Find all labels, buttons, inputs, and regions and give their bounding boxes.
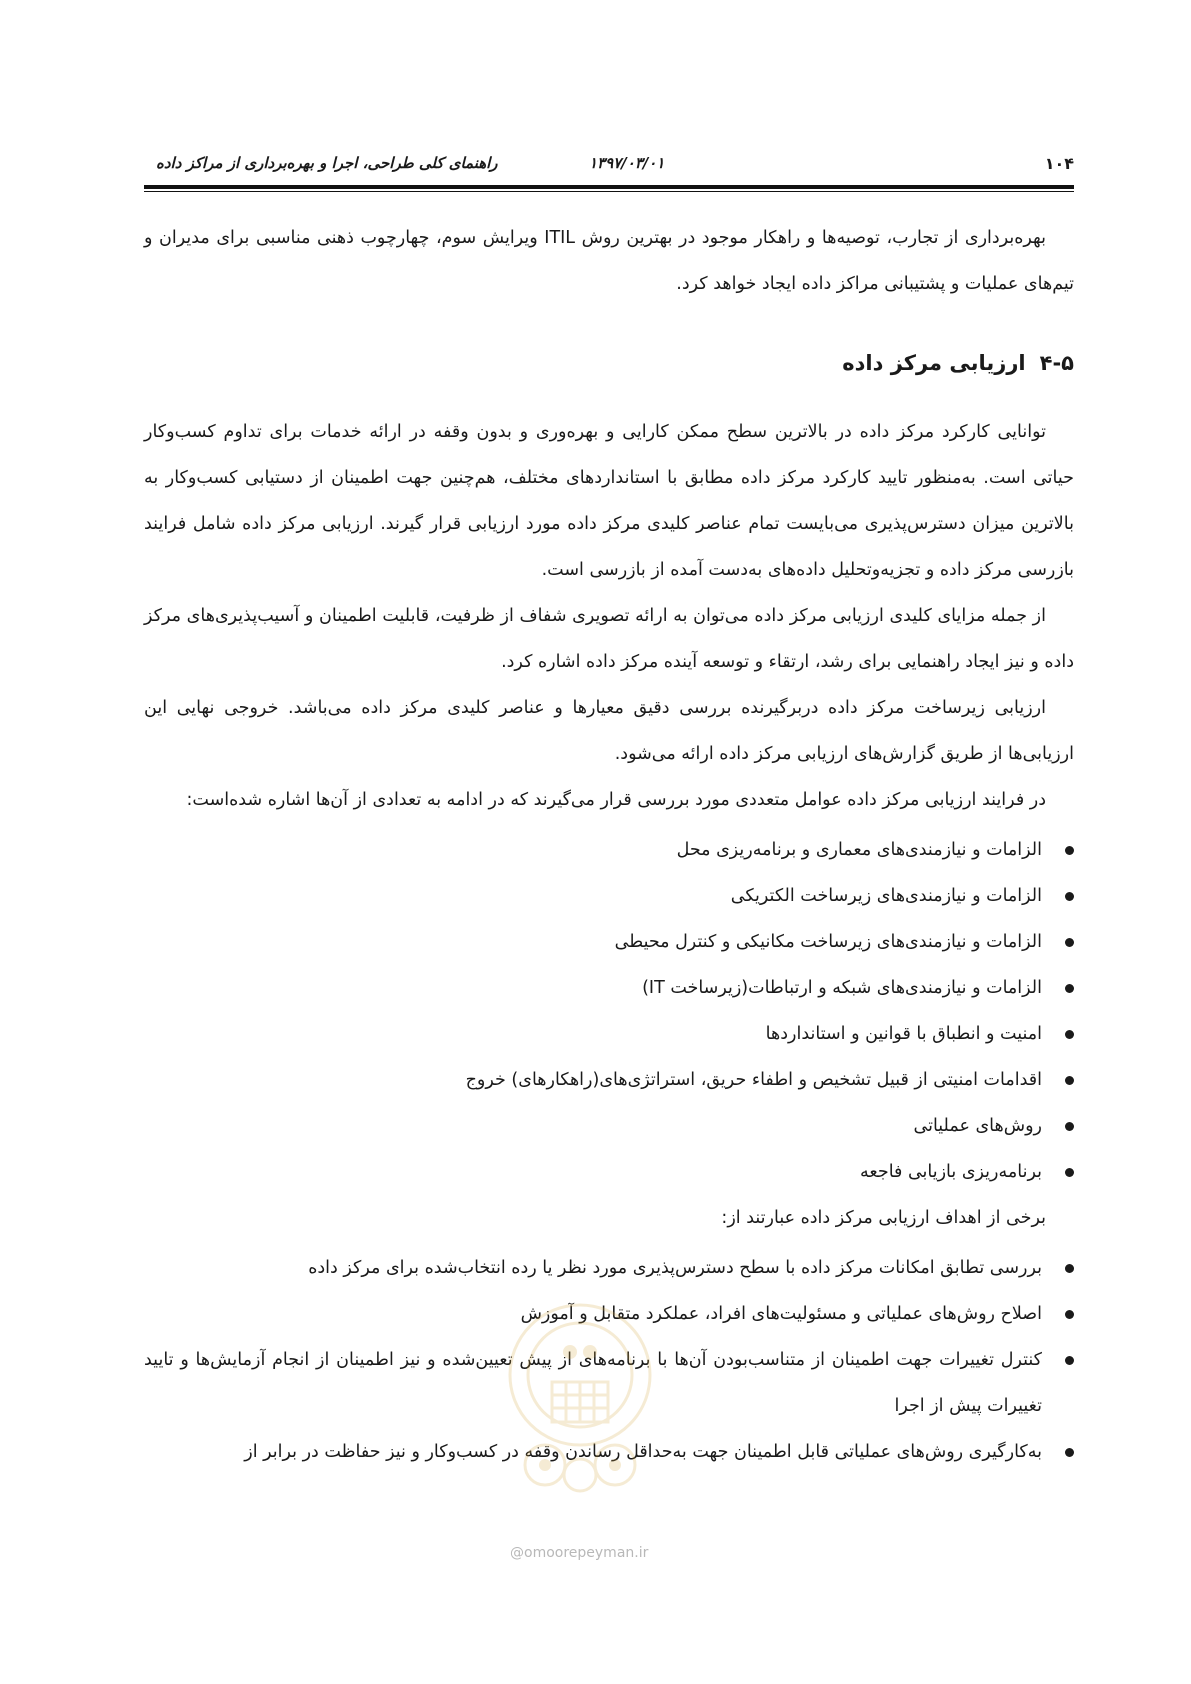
list-item: الزامات و نیازمندی‌های معماری و برنامه‌ریزی محل: [144, 827, 1042, 873]
section-number: ۴-۵: [1039, 351, 1074, 375]
page-header: [144, 150, 1074, 182]
bullet-dot: [1065, 1356, 1074, 1365]
bullet-dot: [1065, 1076, 1074, 1085]
header-rule-thick: [144, 185, 1074, 189]
page-number: ۱۰۴: [1044, 154, 1074, 173]
paragraph-benefits: از جمله مزایای کلیدی ارزیابی مرکز داده می‌توان به ارائه تصویری شفاف از ظرفیت، قابلیت اطمینان و آسیب‌پذیری‌های مرکز داده و نیز ایجاد راهنمایی برای رشد، ارتقاء و توسعه آینده مرکز داده اشاره کرد.: [144, 606, 1074, 672]
bullet-dot: [1065, 1030, 1074, 1039]
header-rule-thin: [144, 191, 1074, 192]
bullet-dot: [1065, 984, 1074, 993]
list-item: روش‌های عملیاتی: [144, 1103, 1042, 1149]
list-item: برنامه‌ریزی بازیابی فاجعه: [144, 1149, 1042, 1195]
bullet-dot: [1065, 1310, 1074, 1319]
bullet-dot: [1065, 938, 1074, 947]
list-item: کنترل تغییرات جهت اطمینان از متناسب‌بودن آن‌ها با برنامه‌های از پیش تعیین‌شده و نیز اطمینان از انجام آزمایش‌ها و تایید تغییرات پیش از اجرا: [144, 1337, 1042, 1429]
list-item: بررسی تطابق امکانات مرکز داده با سطح دسترس‌پذیری مورد نظر یا رده انتخاب‌شده برای مرکز داده: [144, 1245, 1042, 1291]
intro-paragraph: بهره‌برداری از تجارب، توصیه‌ها و راهکار موجود در بهترین روش ITIL ویرایش سوم، چهارچوب ذهنی مناسبی برای مدیران و تیم‌های عملیات و پشتیبانی مراکز داده ایجاد خواهد کرد.: [144, 228, 1074, 294]
section-heading: [144, 343, 1074, 383]
header-date: ۱۳۹۷/۰۳/۰۱: [589, 154, 665, 172]
paragraph-infrastructure: ارزیابی زیرساخت مرکز داده دربرگیرنده بررسی دقیق معیارها و عناصر کلیدی مرکز داده می‌باشد. خروجی نهایی این ارزیابی‌ها از طریق گزارش‌های ارزیابی مرکز داده ارائه می‌شود.: [144, 698, 1074, 764]
header-title: راهنمای کلی طراحی، اجرا و بهره‌برداری از مراکز داده: [156, 154, 498, 172]
list-item: اصلاح روش‌های عملیاتی و مسئولیت‌های افراد، عملکرد متقابل و آموزش: [144, 1291, 1042, 1337]
goals-lead: برخی از اهداف ارزیابی مرکز داده عبارتند از:: [721, 1208, 1046, 1228]
bullet-dot: [1065, 892, 1074, 901]
bullet-dot: [1065, 1264, 1074, 1273]
section-title: ارزیابی مرکز داده: [842, 351, 1026, 375]
factors-list: [144, 827, 1074, 1195]
bullet-dot: [1065, 1122, 1074, 1131]
list-item: الزامات و نیازمندی‌های شبکه و ارتباطات(زیرساخت IT): [144, 965, 1042, 1011]
list-item: الزامات و نیازمندی‌های زیرساخت مکانیکی و کنترل محیطی: [144, 919, 1042, 965]
watermark-site: @omoorepeyman.ir: [510, 1545, 649, 1561]
list-item: امنیت و انطباق با قوانین و استانداردها: [144, 1011, 1042, 1057]
list-item: الزامات و نیازمندی‌های زیرساخت الکتریکی: [144, 873, 1042, 919]
bullet-dot: [1065, 1448, 1074, 1457]
bullet-dot: [1065, 1168, 1074, 1177]
page-content: [144, 215, 1074, 1475]
watermark-logo: [500, 1290, 660, 1500]
list-item: به‌کارگیری روش‌های عملیاتی قابل اطمینان جهت به‌حداقل رساندن وقفه در کسب‌وکار و نیز حفاظت در برابر از: [144, 1429, 1042, 1475]
bullet-dot: [1065, 846, 1074, 855]
list-item: اقدامات امنیتی از قبیل تشخیص و اطفاء حریق، استراتژی‌های(راهکارهای) خروج: [144, 1057, 1042, 1103]
paragraph-factors-lead: در فرایند ارزیابی مرکز داده عوامل متعددی مورد بررسی قرار می‌گیرند که در ادامه به تعدادی از آن‌ها اشاره شده‌است:: [186, 790, 1046, 810]
paragraph-availability: توانایی کارکرد مرکز داده در بالاترین سطح ممکن کارایی و بهره‌وری و بدون وقفه در ارائه خدمات برای تداوم کسب‌وکار حیاتی است. به‌منظور تایید کارکرد مرکز داده مطابق با استانداردهای مختلف، هم‌چنین جهت اطمینان از دستیابی کسب‌وکار به بالاترین میزان دسترس‌پذیری می‌بایست تمام عناصر کلیدی مرکز داده مورد ارزیابی قرار گیرند. ارزیابی مرکز داده شامل فرایند بازرسی مرکز داده و تجزیه‌وتحلیل داده‌های به‌دست آمده از بازرسی است.: [144, 422, 1074, 580]
